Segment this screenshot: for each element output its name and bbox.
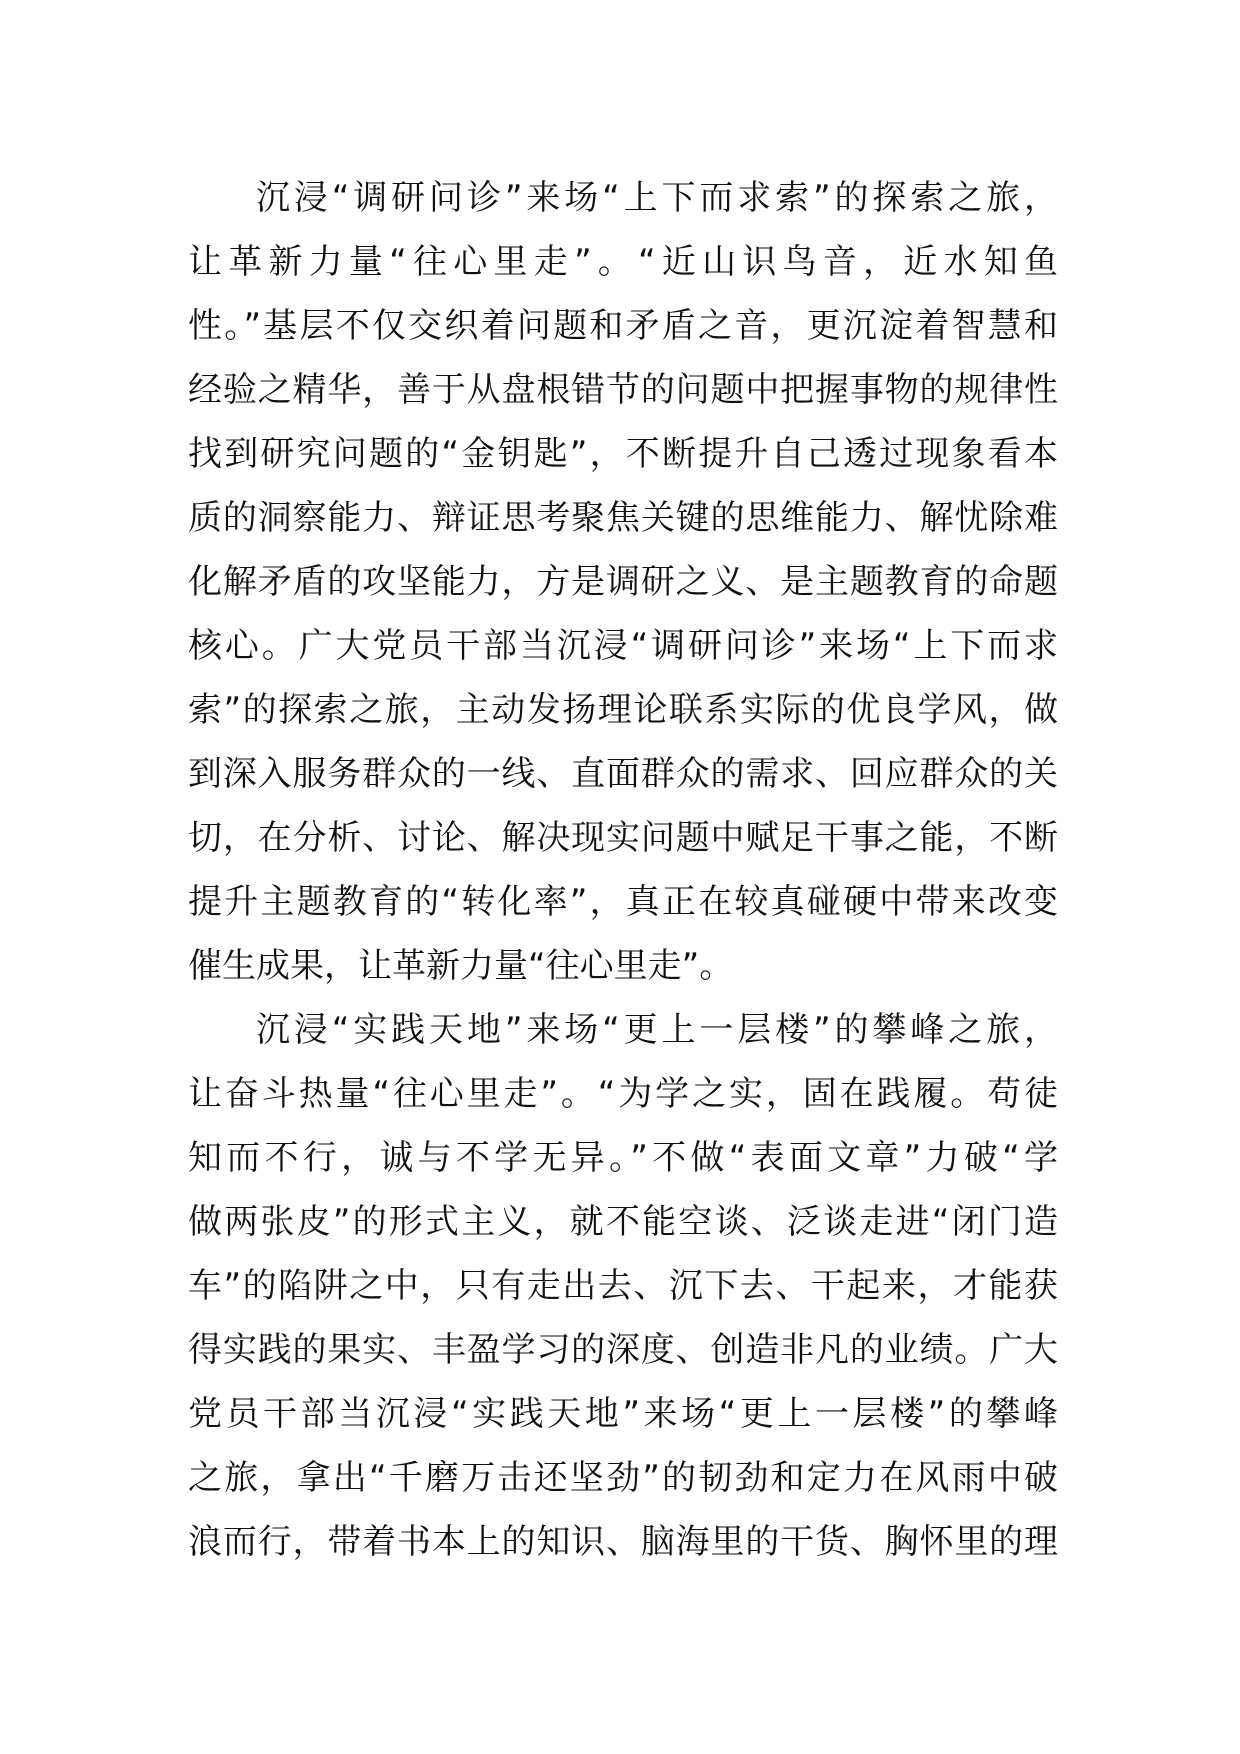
text-line: 性。”基层不仅交织着问题和矛盾之音，更沉淀着智慧和 [188,306,1058,346]
text-line: 化解矛盾的攻坚能力，方是调研之义、是主题教育的命题 [188,562,1058,602]
text-line: 找到研究问题的“金钥匙”，不断提升自己透过现象看本 [188,434,1058,474]
text-line: 沉浸“实践天地”来场“更上一层楼”的攀峰之旅， [256,1010,1058,1050]
text-line: 提升主题教育的“转化率”，真正在较真碰硬中带来改变 [188,882,1058,922]
text-line: 知而不行，诚与不学无异。”不做“表面文章”力破“学 [188,1138,1058,1178]
text-line: 经验之精华，善于从盘根错节的问题中把握事物的规律性 [188,370,1058,410]
text-line: 催生成果，让革新力量“往心里走”。 [188,946,734,986]
text-line: 质的洞察能力、辩证思考聚焦关键的思维能力、解忧除难 [188,498,1058,538]
text-line: 得实践的果实、丰盈学习的深度、创造非凡的业绩。广大 [188,1330,1058,1370]
text-line: 车”的陷阱之中，只有走出去、沉下去、干起来，才能获 [188,1266,1058,1306]
text-line: 浪而行，带着书本上的知识、脑海里的干货、胸怀里的理 [188,1522,1058,1562]
text-line: 之旅，拿出“千磨万击还坚劲”的韧劲和定力在风雨中破 [188,1458,1058,1498]
text-line: 索”的探索之旅，主动发扬理论联系实际的优良学风，做 [188,690,1058,730]
paragraph-practice [188,998,1058,1574]
text-line: 党员干部当沉浸“实践天地”来场“更上一层楼”的攀峰 [188,1394,1058,1434]
text-line: 让奋斗热量“往心里走”。“为学之实，固在践履。苟徒 [188,1074,1058,1114]
text-line: 核心。广大党员干部当沉浸“调研问诊”来场“上下而求 [188,626,1058,666]
text-line: 到深入服务群众的一线、直面群众的需求、回应群众的关 [188,754,1058,794]
text-line: 做两张皮”的形式主义，就不能空谈、泛谈走进“闭门造 [188,1202,1058,1242]
text-line: 切，在分析、讨论、解决现实问题中赋足干事之能，不断 [188,818,1058,858]
paragraph-research [188,166,1058,998]
text-line: 沉浸“调研问诊”来场“上下而求索”的探索之旅， [256,178,1058,218]
text-line: 让革新力量“往心里走”。“近山识鸟音，近水知鱼 [188,242,1058,282]
document-body [188,166,1058,1574]
